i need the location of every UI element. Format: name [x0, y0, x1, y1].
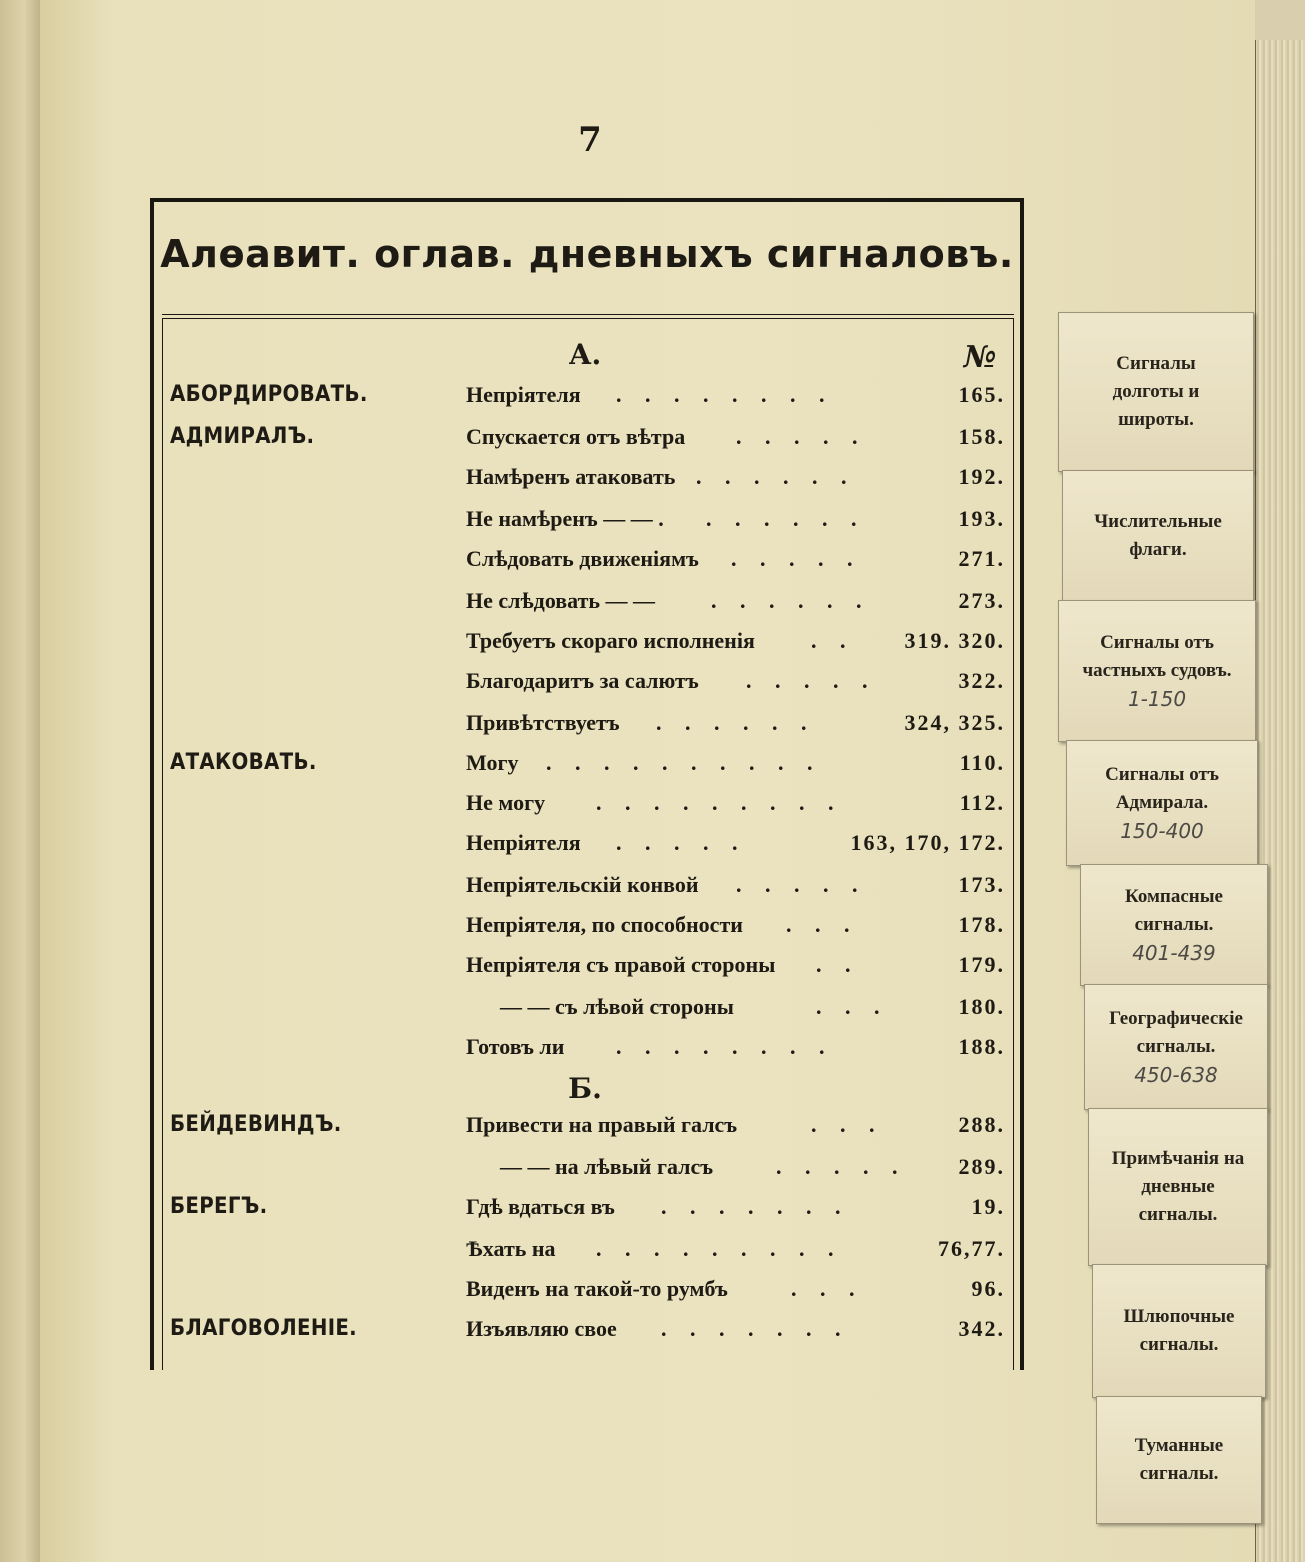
section-tab-label: Числительные флаги.	[1094, 511, 1222, 560]
signal-number: 158.	[958, 424, 1005, 449]
page-number: 7	[578, 120, 602, 160]
section-tab[interactable]	[1066, 740, 1258, 866]
signal-number: 319. 320.	[904, 628, 1005, 653]
index-description: — — на лѣвый галсъ	[500, 1154, 714, 1179]
index-row	[170, 464, 1005, 500]
dot-leader: . . .	[816, 994, 889, 1019]
section-tab[interactable]	[1080, 864, 1268, 986]
dot-leader: . . . . . . . . . .	[546, 750, 822, 775]
dot-leader: . . . . .	[776, 1154, 907, 1179]
index-term: БЛАГОВОЛЕНІЕ.	[170, 1316, 358, 1341]
index-row	[170, 668, 1005, 704]
frame-rule-right	[1013, 318, 1014, 1370]
index-row	[170, 994, 1005, 1030]
dot-leader: . . . . . .	[706, 506, 866, 531]
frame-rule-left	[162, 318, 163, 1370]
dot-leader: . . . . .	[736, 424, 867, 449]
index-description: Требуетъ скораго исполненія	[466, 628, 755, 653]
handwritten-range: 401-439	[1132, 941, 1216, 965]
index-row	[170, 750, 1005, 786]
signal-number: 178.	[958, 912, 1005, 937]
dot-leader: . . . . . . . . .	[596, 790, 843, 815]
signal-number: 289.	[958, 1154, 1005, 1179]
index-description: Благодаритъ за салютъ	[466, 668, 699, 693]
dot-leader: . . .	[786, 912, 859, 937]
section-tab-label: Сигналы отъ частныхъ судовъ.	[1082, 632, 1232, 681]
number-column-header: №	[963, 340, 997, 375]
index-row	[170, 872, 1005, 908]
signal-number: 19.	[971, 1194, 1005, 1219]
signal-number: 288.	[958, 1112, 1005, 1137]
index-description: Непріятеля	[466, 382, 581, 407]
index-description: Непріятеля съ правой стороны	[466, 952, 776, 977]
section-tab-label: Компасные сигналы.	[1124, 886, 1223, 935]
index-description: Изъявляю свое	[466, 1316, 617, 1341]
signal-number: 271.	[958, 546, 1005, 571]
signal-number: 173.	[958, 872, 1005, 897]
section-tab-label: Шлюпочные сигналы.	[1123, 1306, 1235, 1355]
index-row	[170, 790, 1005, 826]
section-tab-label: Географическіе сигналы.	[1109, 1008, 1243, 1057]
index-description: Намѣренъ атаковать	[466, 464, 676, 489]
dot-leader: . . . . . .	[696, 464, 856, 489]
index-description: Не могу	[466, 790, 546, 815]
signal-number: 188.	[958, 1034, 1005, 1059]
dot-leader: . . .	[791, 1276, 864, 1301]
index-row	[170, 1236, 1005, 1272]
dot-leader: . . . . . .	[656, 710, 816, 735]
index-description: Непріятеля	[466, 830, 581, 855]
section-letter-b: Б.	[568, 1072, 602, 1105]
index-description: Могу	[466, 750, 519, 775]
index-row	[170, 830, 1005, 866]
signal-number: 193.	[958, 506, 1005, 531]
dot-leader: . . . . . . . . .	[596, 1236, 843, 1261]
dot-leader: . .	[811, 628, 855, 653]
index-row	[170, 546, 1005, 582]
index-row	[170, 1194, 1005, 1230]
dot-leader: . . . . .	[736, 872, 867, 897]
section-tab-label: Туманные сигналы.	[1134, 1435, 1224, 1484]
index-row	[170, 1276, 1005, 1312]
index-row	[170, 952, 1005, 988]
handwritten-range: 450-638	[1134, 1063, 1218, 1087]
section-tab[interactable]	[1062, 470, 1254, 602]
dot-leader: . . . . . . . .	[616, 382, 834, 407]
signal-number: 96.	[971, 1276, 1005, 1301]
dot-leader: . . . . .	[616, 830, 747, 855]
book-gutter	[0, 0, 41, 1562]
section-tab[interactable]	[1088, 1108, 1268, 1266]
index-row	[170, 1112, 1005, 1148]
index-row	[170, 506, 1005, 542]
index-term: БЕРЕГЪ.	[170, 1194, 268, 1219]
index-description: Ѣхать на	[466, 1236, 556, 1261]
index-term: АТАКОВАТЬ.	[170, 750, 317, 775]
dot-leader: . . .	[811, 1112, 884, 1137]
handwritten-range: 150-400	[1120, 819, 1204, 843]
dot-leader: . . . . .	[731, 546, 862, 571]
signal-number: 165.	[958, 382, 1005, 407]
dot-leader: . . . . . .	[711, 588, 871, 613]
dot-leader: . . . . .	[746, 668, 877, 693]
index-description: Непріятеля, по способности	[466, 912, 743, 937]
index-term: АДМИРАЛЪ.	[170, 424, 315, 449]
dot-leader: . . . . . . .	[661, 1316, 850, 1341]
signal-number: 273.	[958, 588, 1005, 613]
index-description: Привѣтствуетъ	[466, 710, 620, 735]
signal-number: 192.	[958, 464, 1005, 489]
index-description: Привести на правый галсъ	[466, 1112, 738, 1137]
signal-number: 322.	[958, 668, 1005, 693]
section-letter-a: А.	[568, 338, 602, 371]
index-description: Виденъ на такой-то румбъ	[466, 1276, 728, 1301]
index-description: Слѣдовать движеніямъ	[466, 546, 699, 571]
dot-leader: . .	[816, 952, 860, 977]
handwritten-range: 1-150	[1127, 687, 1187, 711]
section-tab[interactable]	[1096, 1396, 1262, 1524]
index-description: Спускается отъ вѣтра	[466, 424, 686, 449]
section-tab[interactable]	[1092, 1264, 1266, 1398]
index-description: Непріятельскій конвой	[466, 872, 699, 897]
index-row	[170, 424, 1005, 460]
index-row	[170, 382, 1005, 418]
dot-leader: . . . . . . .	[661, 1194, 850, 1219]
index-term: БЕЙДЕВИНДЪ.	[170, 1112, 342, 1137]
signal-number: 76,77.	[938, 1236, 1005, 1261]
signal-number: 180.	[958, 994, 1005, 1019]
index-description: Гдѣ вдаться въ	[466, 1194, 615, 1219]
index-row	[170, 588, 1005, 624]
section-tab-label: Примѣчанія на дневные сигналы.	[1111, 1148, 1245, 1225]
section-tab[interactable]	[1058, 600, 1256, 742]
index-row	[170, 710, 1005, 746]
section-tab-label: Сигналы долготы и широты.	[1112, 353, 1200, 430]
index-row	[170, 1154, 1005, 1190]
index-description: — — съ лѣвой стороны	[500, 994, 734, 1019]
signal-number: 179.	[958, 952, 1005, 977]
index-row	[170, 628, 1005, 664]
dot-leader: . . . . . . . .	[616, 1034, 834, 1059]
index-description: Не слѣдовать — —	[466, 588, 656, 613]
signal-number: 324, 325.	[904, 710, 1005, 735]
index-term: АБОРДИРОВАТЬ.	[170, 382, 368, 407]
index-row	[170, 1316, 1005, 1352]
index-description: Готовъ ли	[466, 1034, 565, 1059]
signal-number: 110.	[959, 750, 1005, 775]
signal-number: 163, 170, 172.	[850, 830, 1005, 855]
signal-number: 112.	[959, 790, 1005, 815]
signal-number: 342.	[958, 1316, 1005, 1341]
index-row	[170, 912, 1005, 948]
index-row	[170, 1034, 1005, 1070]
section-tab-label: Сигналы отъ Адмирала.	[1105, 764, 1219, 813]
section-tab[interactable]	[1058, 312, 1254, 472]
index-description: Не намѣренъ — — .	[466, 506, 664, 531]
section-tab[interactable]	[1084, 984, 1268, 1110]
page-title: Алѳавит. оглав. дневныхъ сигналовъ.	[160, 232, 1014, 276]
title-rule	[162, 314, 1014, 319]
